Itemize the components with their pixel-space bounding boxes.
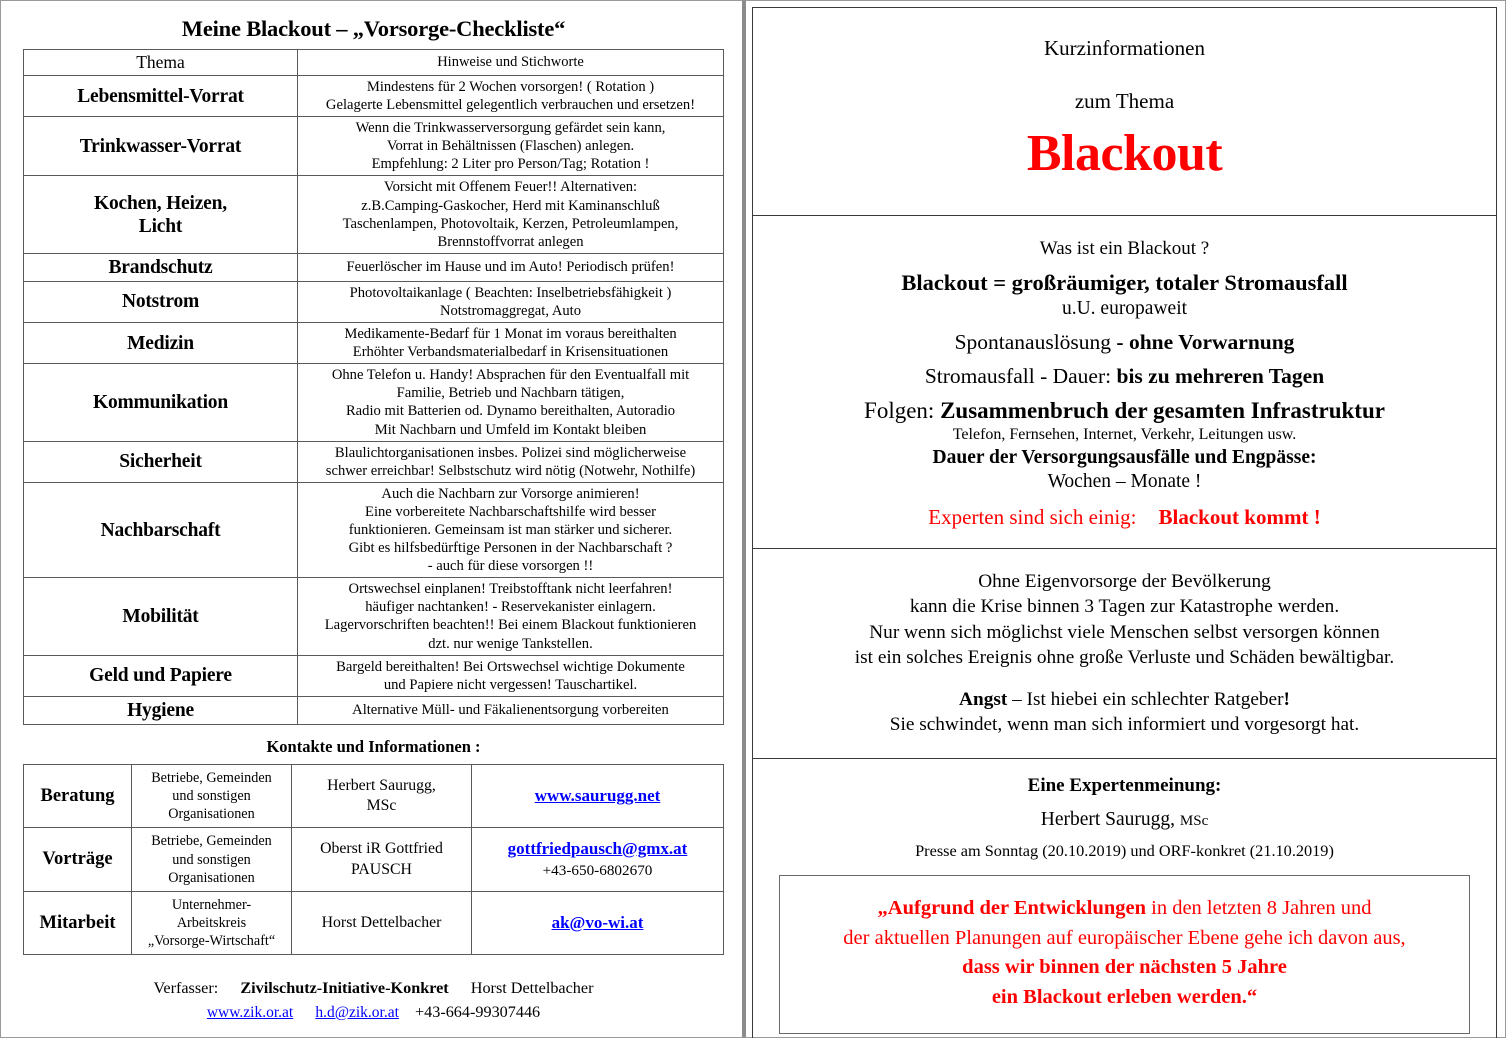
checklist-note-line: Vorrat in Behältnissen (Flaschen) anlegen. bbox=[386, 138, 635, 155]
experten-bold: Blackout kommt ! bbox=[1158, 505, 1321, 529]
kontakte-person bbox=[292, 764, 472, 828]
checklist-notes bbox=[298, 578, 724, 655]
checklist-note-line: Gelagerte Lebensmittel gelegentlich verbrauchen und ersetzen! bbox=[325, 97, 696, 114]
kontakte-organisation bbox=[132, 891, 292, 955]
angst-bold: Angst bbox=[959, 688, 1008, 710]
expert-name-text: Herbert Saurugg, bbox=[1040, 808, 1176, 830]
angst-line bbox=[765, 687, 1484, 712]
kontakte-org-line: Organisationen bbox=[168, 806, 255, 823]
zik-email-link[interactable]: h.d@zik.or.at bbox=[315, 1003, 399, 1021]
kontakte-row bbox=[24, 891, 724, 955]
definition-main-line bbox=[765, 270, 1484, 296]
kontakte-person-line: Herbert Saurugg, bbox=[327, 776, 436, 794]
kontakte-role: Mitarbeit bbox=[24, 891, 132, 955]
kontakte-organisation bbox=[132, 764, 292, 828]
checklist-topic-line: Medizin bbox=[127, 332, 194, 354]
checklist-note-line: Alternative Müll- und Fäkalienentsorgung vorbereiten bbox=[352, 702, 669, 719]
kontakte-org-line: Unternehmer- bbox=[171, 896, 252, 913]
expert-name-suffix: MSc bbox=[1179, 812, 1209, 829]
checklist-topic-line: Sicherheit bbox=[119, 451, 202, 473]
checklist-note-line: Ortswechsel einplanen! Treibstofftank nicht leerfahren! bbox=[348, 581, 673, 598]
checklist-topic bbox=[24, 441, 298, 482]
kontakte-link[interactable]: www.saurugg.net bbox=[534, 785, 661, 805]
kontakte-person-line: PAUSCH bbox=[351, 860, 412, 878]
kontakte-person bbox=[292, 891, 472, 955]
table-row bbox=[24, 364, 724, 441]
kontakte-org-line: Betriebe, Gemeinden bbox=[151, 769, 272, 786]
expert-name bbox=[765, 809, 1484, 831]
dauer-line bbox=[765, 364, 1484, 389]
checklist-note-line: Bargeld bereithalten! Bei Ortswechsel wichtige Dokumente bbox=[336, 658, 685, 675]
checklist-note-line: Erhöhter Verbandsmaterialbedarf in Krisensituationen bbox=[352, 344, 669, 361]
table-row bbox=[24, 482, 724, 577]
angst-block bbox=[765, 687, 1484, 738]
verfasser-org: Zivilschutz-Initiative-Konkret bbox=[240, 979, 449, 998]
definition-prefix: Blackout = bbox=[901, 270, 1012, 295]
angst-sub: Sie schwindet, wenn man sich informiert und vorgesorgt hat. bbox=[889, 714, 1360, 736]
kontakte-role: Beratung bbox=[24, 764, 132, 828]
checklist-note-line: Auch die Nachbarn zur Vorsorge animieren! bbox=[381, 485, 640, 502]
table-row bbox=[24, 578, 724, 655]
right-header-box bbox=[752, 7, 1497, 216]
table-row bbox=[24, 441, 724, 482]
checklist-notes bbox=[298, 482, 724, 577]
checklist-note-line: Gibt es hilfsbedürftige Personen in der Nachbarschaft ? bbox=[348, 540, 673, 557]
vorsorge-line: kann die Krise binnen 3 Tagen zur Katastrophe werden. bbox=[909, 596, 1340, 618]
checklist-topic-line: Nachbarschaft bbox=[100, 519, 221, 541]
kontakte-role: Vorträge bbox=[24, 828, 132, 892]
kontakte-contact bbox=[472, 828, 724, 892]
checklist-note-line: - auch für diese vorsorgen !! bbox=[427, 558, 594, 575]
kontakte-org-line: „Vorsorge-Wirtschaft“ bbox=[147, 933, 276, 950]
checklist-note-line: Radio mit Batterien od. Dynamo bereithalten, Autoradio bbox=[345, 403, 676, 420]
kontakte-org-line: Organisationen bbox=[168, 869, 255, 886]
checklist-topic-line: Kochen, Heizen, bbox=[94, 192, 227, 214]
checklist-notes bbox=[298, 696, 724, 724]
angst-rest: – Ist hiebei ein schlechter Ratgeber bbox=[1007, 688, 1284, 710]
checklist-notes bbox=[298, 281, 724, 322]
column-header-thema: Thema bbox=[24, 50, 298, 76]
checklist-topic-line: Trinkwasser-Vorrat bbox=[79, 135, 242, 157]
checklist-topic bbox=[24, 253, 298, 281]
verfasser-block bbox=[23, 977, 724, 1024]
vorsorge-line: Nur wenn sich möglichst viele Menschen selbst versorgen können bbox=[869, 621, 1380, 643]
checklist-note-line: Taschenlampen, Photovoltaik, Kerzen, Petroleumlampen, bbox=[342, 215, 679, 232]
quote-line-2: der aktuellen Planungen auf europäischer Ebene gehe ich davon aus, bbox=[843, 926, 1406, 949]
checklist-note-line: Eine vorbereitete Nachbarschaftshilfe wird besser bbox=[365, 503, 656, 520]
checklist-topic bbox=[24, 281, 298, 322]
definition-bold: großräumiger, totaler Stromausfall bbox=[1011, 270, 1348, 295]
kontakte-phone: +43-650-6802670 bbox=[542, 861, 653, 879]
header-line-kurzinformationen: Kurzinformationen bbox=[1044, 36, 1205, 60]
kontakte-contact bbox=[472, 891, 724, 955]
kontakte-body bbox=[24, 764, 724, 955]
checklist-topic-line: Kommunikation bbox=[92, 391, 228, 413]
checklist-topic-line: Brandschutz bbox=[108, 256, 213, 278]
checklist-note-line: z.B.Camping-Gaskocher, Herd mit Kaminanschluß bbox=[361, 197, 660, 214]
quote-line-1-bold: „Aufgrund der Entwicklungen bbox=[877, 896, 1147, 919]
definition-box bbox=[752, 216, 1497, 549]
quote-line-3-bold: dass wir binnen der nächsten 5 Jahre bbox=[962, 956, 1287, 979]
zik-website-link[interactable]: www.zik.or.at bbox=[206, 1003, 294, 1021]
checklist-note-line: funktionieren. Gemeinsam ist man stärker und sicherer. bbox=[348, 521, 673, 538]
kontakte-person-line: Horst Dettelbacher bbox=[321, 913, 442, 931]
table-row bbox=[24, 323, 724, 364]
quote-line-1 bbox=[790, 894, 1459, 924]
checklist-note-line: und Papiere nicht vergessen! Tauschartikel. bbox=[383, 676, 638, 693]
checklist-note-line: Feuerlöscher im Hause und im Auto! Periodisch prüfen! bbox=[346, 259, 675, 276]
checklist-note-line: Lagervorschriften beachten!! Bei einem Blackout funktionieren bbox=[324, 617, 697, 634]
definition-sub: u.U. europaweit bbox=[1061, 298, 1188, 319]
checklist-note-line: Wenn die Trinkwasserversorgung gefärdet sein kann, bbox=[355, 120, 666, 137]
table-header-row bbox=[24, 50, 724, 76]
checklist-note-line: Blaulichtorganisationen insbes. Polizei sind möglicherweise bbox=[334, 444, 687, 461]
kontakte-row bbox=[24, 764, 724, 828]
checklist-note-line: Empfehlung: 2 Liter pro Person/Tag; Rotation ! bbox=[371, 156, 650, 173]
checklist-topic bbox=[24, 323, 298, 364]
expertenmeinung-box bbox=[752, 759, 1497, 1038]
kontakte-person-line: MSc bbox=[366, 797, 397, 815]
checklist-topic-line: Geld und Papiere bbox=[89, 665, 232, 687]
checklist-topic-line: Licht bbox=[138, 215, 183, 237]
verfasser-person: Horst Dettelbacher bbox=[470, 979, 594, 998]
experten-line bbox=[765, 505, 1484, 530]
table-row bbox=[24, 76, 724, 117]
left-page bbox=[0, 0, 744, 1038]
verfasser-line1 bbox=[23, 977, 724, 1000]
checklist-body bbox=[24, 50, 724, 725]
checklist-note-line: Photovoltaikanlage ( Beachten: Inselbetriebsfähigkeit ) bbox=[349, 284, 672, 301]
table-row bbox=[24, 253, 724, 281]
verfasser-line2 bbox=[23, 1001, 724, 1024]
checklist-note-line: Familie, Betrieb und Nachbarn tätigen, bbox=[396, 385, 625, 402]
kontakte-person-line: Oberst iR Gottfried bbox=[320, 840, 443, 858]
checklist-topic-line: Hygiene bbox=[127, 699, 194, 721]
kontakte-link[interactable]: ak@vo-wi.at bbox=[551, 912, 644, 932]
versorgung-sub: Wochen – Monate ! bbox=[1047, 471, 1202, 492]
checklist-note-line: häufiger nachtanken! - Reservekanister einlagern. bbox=[365, 599, 656, 616]
folgen-bold: Zusammenbruch der gesamten Infrastruktur bbox=[940, 398, 1385, 423]
page-title: Meine Blackout – „Vorsorge-Checkliste“ bbox=[181, 16, 566, 41]
quote-line-4 bbox=[790, 983, 1459, 1013]
kontakte-link[interactable]: gottfriedpausch@gmx.at bbox=[507, 838, 688, 858]
checklist-notes bbox=[298, 76, 724, 117]
checklist-note-line: Mit Nachbarn und Umfeld im Kontakt bleiben bbox=[374, 421, 647, 438]
table-row bbox=[24, 281, 724, 322]
dauer-bold: bis zu mehreren Tagen bbox=[1116, 364, 1325, 388]
verfasser-label: Verfasser: bbox=[153, 979, 219, 998]
kontakte-org-line: Arbeitskreis bbox=[176, 915, 247, 932]
dauer-normal: Stromausfall - Dauer: bbox=[924, 364, 1117, 388]
checklist-topic bbox=[24, 76, 298, 117]
expertenmeinung-title: Eine Expertenmeinung: bbox=[1027, 774, 1222, 796]
checklist-note-line: Brennstoffvorrat anlegen bbox=[437, 233, 584, 250]
vorsorge-line: Ohne Eigenvorsorge der Bevölkerung bbox=[978, 571, 1271, 592]
zik-phone: +43-664-99307446 bbox=[415, 1002, 541, 1021]
kontakte-row bbox=[24, 828, 724, 892]
expert-source: Presse am Sonntag (20.10.2019) und ORF-konkret (21.10.2019) bbox=[915, 840, 1334, 860]
kontakte-organisation bbox=[132, 828, 292, 892]
spontan-line bbox=[765, 330, 1484, 355]
checklist-notes bbox=[298, 253, 724, 281]
kontakte-contact bbox=[472, 764, 724, 828]
checklist-topic bbox=[24, 655, 298, 696]
checklist-note-line: schwer erreichbar! Selbstschutz wird nötig (Notwehr, Nothilfe) bbox=[325, 462, 696, 479]
definition-question: Was ist ein Blackout ? bbox=[1039, 238, 1210, 259]
quote-line-3 bbox=[790, 953, 1459, 983]
column-header-hinweise: Hinweise und Stichworte bbox=[298, 50, 724, 76]
vorsorge-paragraph bbox=[765, 569, 1484, 671]
angst-exclamation: ! bbox=[1283, 688, 1290, 710]
kontakte-org-line: Betriebe, Gemeinden bbox=[151, 833, 272, 850]
folgen-sub: Telefon, Fernsehen, Internet, Verkehr, Leitungen usw. bbox=[952, 426, 1297, 443]
expert-quote-box bbox=[779, 875, 1470, 1034]
quote-line-4-bold: ein Blackout erleben werden.“ bbox=[991, 985, 1258, 1008]
vorsorge-box bbox=[752, 549, 1497, 759]
checklist-topic bbox=[24, 364, 298, 441]
table-row bbox=[24, 117, 724, 176]
spontan-normal: Spontanauslösung bbox=[954, 330, 1117, 354]
kontakte-person bbox=[292, 828, 472, 892]
vorsorge-line: ist ein solches Ereignis ohne große Verluste und Schäden bewältigbar. bbox=[854, 647, 1395, 669]
quote-line-1-rest: in den letzten 8 Jahren und bbox=[1146, 896, 1372, 919]
checklist-notes bbox=[298, 323, 724, 364]
checklist-notes bbox=[298, 655, 724, 696]
checklist-topic bbox=[24, 176, 298, 253]
checklist-topic-line: Notstrom bbox=[121, 291, 200, 313]
checklist-note-line: Ohne Telefon u. Handy! Absprachen für den Eventualfall mit bbox=[331, 367, 690, 384]
checklist-topic bbox=[24, 578, 298, 655]
folgen-line bbox=[765, 398, 1484, 424]
checklist-topic bbox=[24, 482, 298, 577]
checklist-topic bbox=[24, 696, 298, 724]
kontakte-org-line: und sonstigen bbox=[172, 851, 251, 868]
right-page bbox=[744, 0, 1506, 1038]
experten-normal: Experten sind sich einig: bbox=[928, 505, 1137, 529]
kontakte-table bbox=[23, 764, 724, 956]
spontan-bold: - ohne Vorwarnung bbox=[1116, 330, 1295, 354]
checklist-note-line: Medikamente-Bedarf für 1 Monat im voraus bereithalten bbox=[344, 326, 677, 343]
folgen-normal: Folgen: bbox=[864, 398, 941, 423]
checklist-topic-line: Mobilität bbox=[122, 605, 199, 627]
header-title-blackout: Blackout bbox=[1026, 125, 1223, 182]
kontakte-heading: Kontakte und Informationen : bbox=[266, 736, 481, 756]
checklist-table bbox=[23, 49, 724, 725]
checklist-notes bbox=[298, 364, 724, 441]
checklist-notes bbox=[298, 441, 724, 482]
table-row bbox=[24, 176, 724, 253]
checklist-note-line: Vorsicht mit Offenem Feuer!! Alternativen: bbox=[383, 179, 638, 196]
checklist-note-line: Mindestens für 2 Wochen vorsorgen! ( Rotation ) bbox=[366, 79, 655, 95]
kontakte-org-line: und sonstigen bbox=[172, 787, 251, 804]
table-row bbox=[24, 696, 724, 724]
versorgung-bold: Dauer der Versorgungsausfälle und Engpässe: bbox=[932, 447, 1317, 468]
checklist-topic bbox=[24, 117, 298, 176]
table-row bbox=[24, 655, 724, 696]
checklist-notes bbox=[298, 176, 724, 253]
header-line-zum-thema: zum Thema bbox=[1074, 89, 1175, 113]
checklist-notes bbox=[298, 117, 724, 176]
checklist-note-line: dzt. nur wenige Tankstellen. bbox=[428, 635, 593, 652]
checklist-topic-line: Lebensmittel-Vorrat bbox=[77, 85, 244, 107]
checklist-note-line: Notstromaggregat, Auto bbox=[439, 302, 582, 319]
